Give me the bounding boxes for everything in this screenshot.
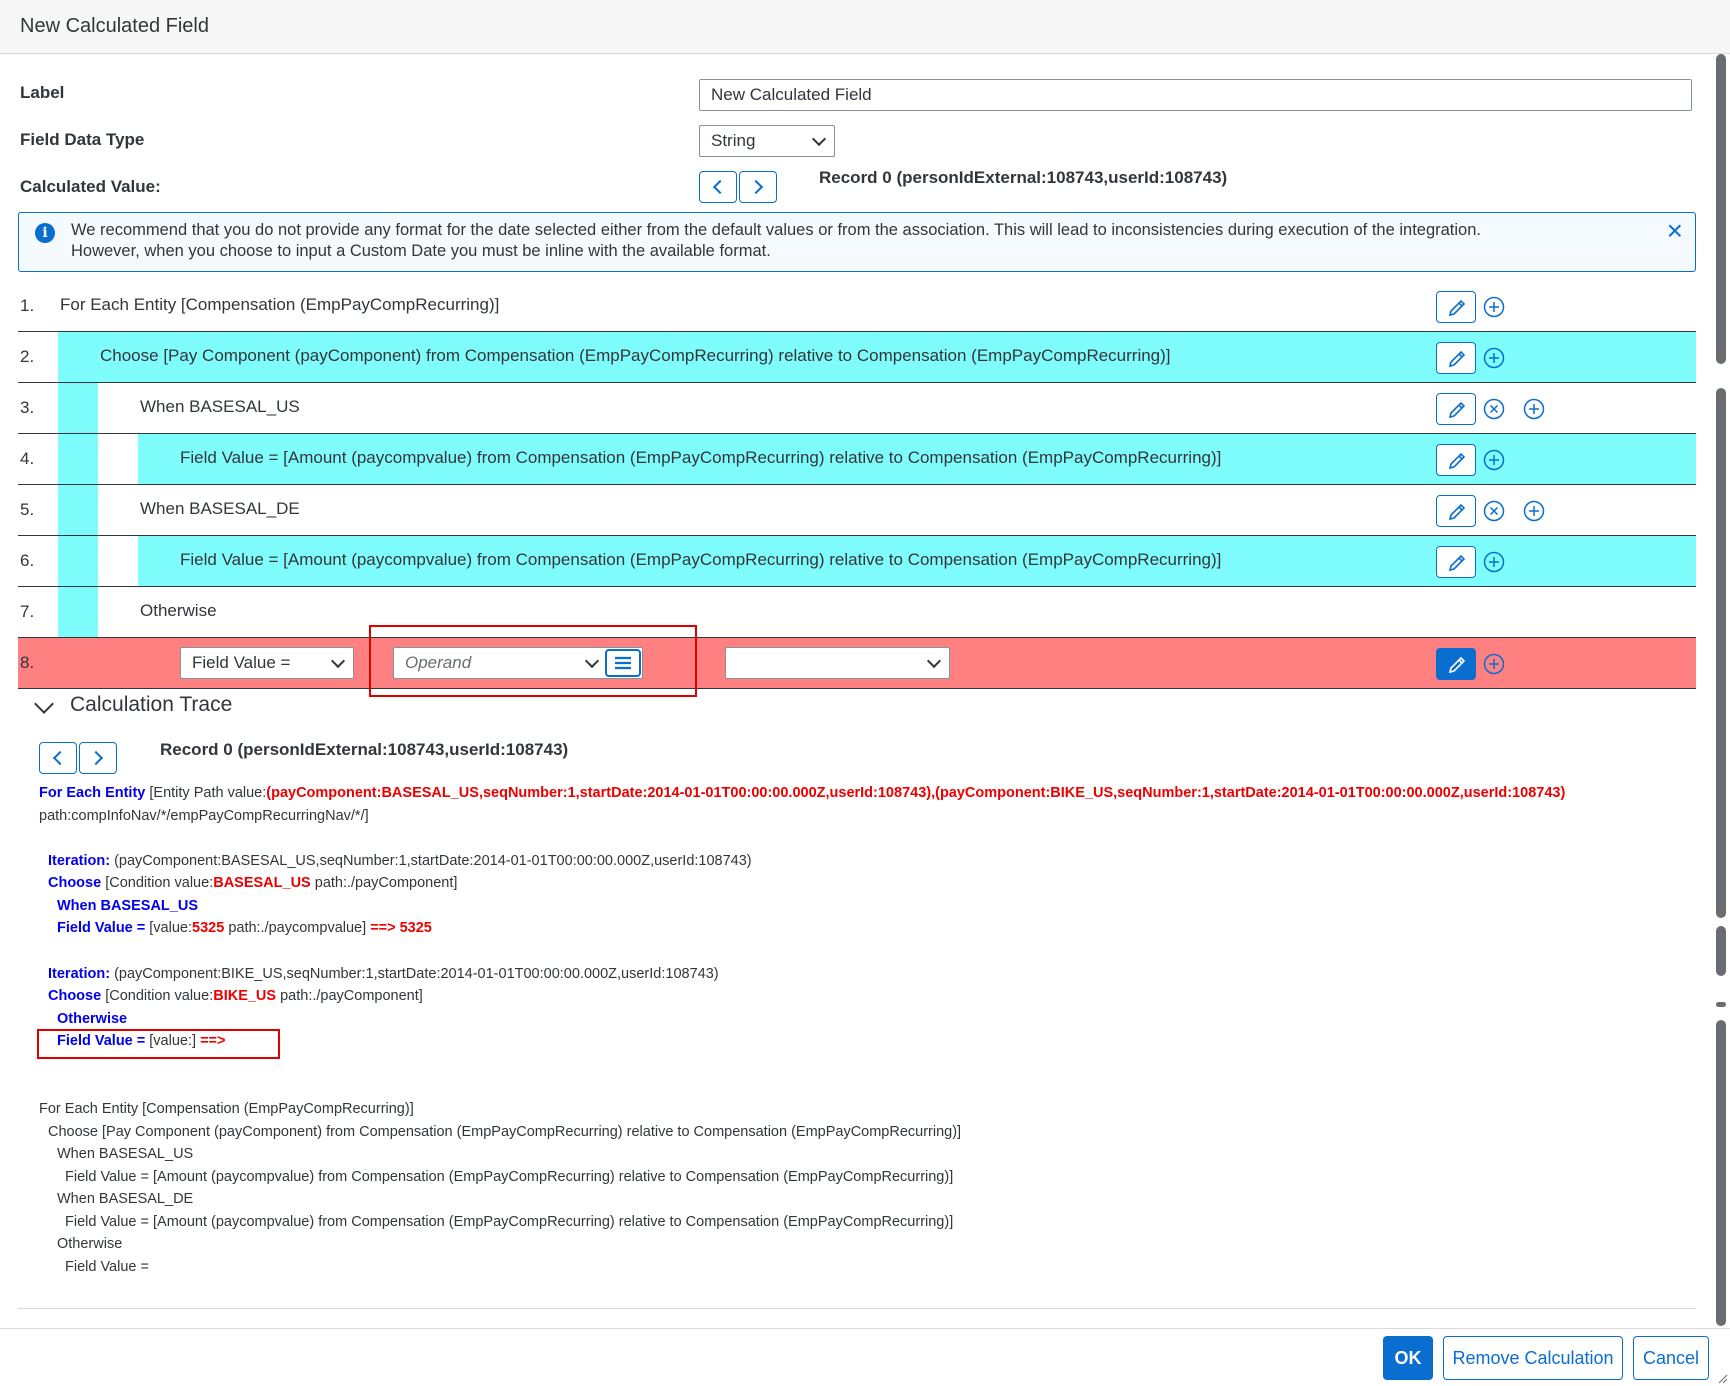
value-select[interactable] [725, 647, 950, 679]
data-type-label: Field Data Type [20, 130, 145, 149]
trace-summary-line: For Each Entity [Compensation (EmpPayCompRecurring)] [39, 1101, 414, 1117]
scrollbar-thumb[interactable] [1716, 54, 1726, 364]
trace-text: [Condition value: [105, 988, 214, 1004]
trace-text: path:./paycompvalue] [228, 920, 367, 936]
dialog-title: New Calculated Field [20, 15, 209, 37]
edit-button[interactable] [1436, 393, 1476, 425]
add-circle-icon[interactable] [1483, 653, 1505, 675]
pencil-icon [1447, 502, 1467, 522]
pencil-icon [1447, 298, 1467, 318]
calculated-value-label: Calculated Value: [20, 177, 161, 196]
row-number: 6. [20, 551, 35, 570]
trace-previous-record-button[interactable] [39, 742, 77, 774]
label-input-value: New Calculated Field [711, 85, 872, 104]
calc-row-7 [18, 587, 1696, 638]
row-text: Field Value = [Amount (paycompvalue) from Compensation (EmpPayCompRecurring) relative to Compensation (EmpPayCompRecurring)] [180, 550, 1222, 569]
data-type-value: String [711, 131, 756, 150]
edit-button[interactable] [1436, 495, 1476, 527]
ok-button[interactable]: OK [1383, 1336, 1433, 1380]
row-number: 2. [20, 347, 35, 366]
trace-text: path:./payComponent] [314, 875, 458, 891]
label-label: Label [20, 83, 65, 102]
scrollbar-thumb[interactable] [1716, 926, 1726, 976]
remove-circle-icon[interactable] [1483, 500, 1505, 522]
trace-field-value-line [57, 920, 432, 936]
row-number: 1. [20, 296, 35, 315]
row-text: Field Value = [Amount (paycompvalue) from Compensation (EmpPayCompRecurring) relative to Compensation (EmpPayCompRecurring)] [180, 448, 1222, 467]
trace-for-each-line [39, 785, 1565, 801]
trace-keyword: Field Value = [57, 920, 146, 936]
trace-text: path:./payComponent] [280, 988, 423, 1004]
remove-calculation-button[interactable]: Remove Calculation [1443, 1336, 1623, 1380]
trace-path-line [39, 808, 369, 824]
trace-keyword: Iteration: [48, 853, 111, 869]
row-number: 4. [20, 449, 35, 468]
calc-row-8 [18, 638, 1696, 689]
chevron-left-icon [53, 751, 67, 765]
trace-iteration-line [48, 966, 719, 982]
chevron-down-icon [812, 132, 826, 146]
trace-text: [value: [149, 920, 193, 936]
trace-keyword: For Each Entity [39, 785, 146, 801]
add-circle-icon[interactable] [1483, 449, 1505, 471]
trace-result: ==> 5325 [370, 920, 432, 936]
trace-summary-line: Field Value = [65, 1259, 149, 1275]
scrollbar-thumb[interactable] [1716, 1020, 1726, 1326]
remove-circle-icon[interactable] [1483, 398, 1505, 420]
indent-band [58, 587, 98, 637]
data-type-select[interactable] [699, 125, 835, 157]
cancel-button[interactable]: Cancel [1633, 1336, 1709, 1380]
trace-keyword: Choose [48, 875, 102, 891]
calc-row-2 [18, 332, 1696, 383]
trace-summary-line: Field Value = [Amount (paycompvalue) from Compensation (EmpPayCompRecurring) relative to Compensation (EmpPayCompRecurring)] [65, 1214, 954, 1230]
row-text: Otherwise [140, 601, 217, 620]
trace-text: path:compInfoNav/*/empPayCompRecurringNav/*/] [39, 808, 369, 824]
pencil-icon [1447, 553, 1467, 573]
edit-button[interactable] [1436, 342, 1476, 374]
chevron-right-icon [749, 180, 763, 194]
pencil-icon [1447, 400, 1467, 420]
trace-choose-line [48, 875, 457, 891]
add-circle-icon[interactable] [1483, 347, 1505, 369]
pencil-icon [1447, 451, 1467, 471]
trace-branch-line [57, 898, 198, 914]
trace-text: [Condition value: [105, 875, 214, 891]
trace-title: Calculation Trace [70, 693, 233, 716]
trace-branch-line [57, 1011, 127, 1027]
trace-text: (payComponent:BASESAL_US,seqNumber:1,startDate:2014-01-01T00:00:00.000Z,userId:108743) [114, 853, 752, 869]
chevron-left-icon [713, 180, 727, 194]
close-icon[interactable]: × [1666, 215, 1683, 246]
calc-row-1 [18, 281, 1696, 332]
trace-summary-line: When BASESAL_DE [57, 1191, 194, 1207]
edit-button-active[interactable] [1436, 648, 1476, 680]
row-text: When BASESAL_US [140, 397, 300, 416]
trace-summary-line: Otherwise [57, 1236, 123, 1252]
add-circle-icon[interactable] [1483, 296, 1505, 318]
add-circle-icon[interactable] [1523, 398, 1545, 420]
trace-text: (payComponent:BIKE_US,seqNumber:1,startDate:2014-01-01T00:00:00.000Z,userId:108743) [114, 966, 719, 982]
record-label: Record 0 (personIdExternal:108743,userId:108743) [819, 168, 1228, 187]
trace-next-record-button[interactable] [79, 742, 117, 774]
scrollbar-thumb[interactable] [1716, 1002, 1726, 1007]
field-value-highlight-frame [37, 1029, 280, 1059]
row-text: Choose [Pay Component (payComponent) from Compensation (EmpPayCompRecurring) relative to Compensation (EmpPayCompRecurring)] [100, 346, 1171, 365]
divider [18, 1308, 1696, 1309]
next-record-button[interactable] [739, 171, 777, 203]
label-input[interactable] [699, 79, 1692, 111]
scrollbar-thumb[interactable] [1716, 388, 1726, 918]
trace-value: BASESAL_US [213, 875, 311, 891]
operand-highlight-frame [369, 625, 697, 697]
pencil-icon [1447, 655, 1467, 675]
info-line-2: However, when you choose to input a Custom Date you must be inline with the available format. [71, 242, 771, 260]
trace-record-label: Record 0 (personIdExternal:108743,userId:108743) [160, 740, 569, 759]
edit-button[interactable] [1436, 546, 1476, 578]
indent-band [58, 536, 98, 586]
dialog-header [0, 0, 1730, 54]
previous-record-button[interactable] [699, 171, 737, 203]
trace-choose-line [48, 988, 423, 1004]
trace-value: (payComponent:BASESAL_US,seqNumber:1,startDate:2014-01-01T00:00:00.000Z,userId:108743),(payComponent:BIKE_US,seqNumber:1,startDate:2014-01-01T00:00:00.000Z,userId:108743) [266, 785, 1566, 801]
add-circle-icon[interactable] [1523, 500, 1545, 522]
row-number: 3. [20, 398, 35, 417]
chevron-right-icon [89, 751, 103, 765]
row-number: 7. [20, 602, 35, 621]
info-message-strip [18, 212, 1696, 272]
row-text: When BASESAL_DE [140, 499, 300, 518]
indent-band [58, 383, 98, 433]
indent-band [58, 434, 98, 484]
trace-summary-line: Choose [Pay Component (payComponent) from Compensation (EmpPayCompRecurring) relative to Compensation (EmpPayCompRecurring)] [48, 1124, 962, 1140]
edit-button[interactable] [1436, 291, 1476, 323]
trace-value: 5325 [192, 920, 225, 936]
calc-row-3 [18, 383, 1696, 434]
row-number: 8. [20, 653, 35, 672]
trace-result: ==> [200, 1033, 226, 1049]
calc-row-5 [18, 485, 1696, 536]
chevron-down-icon[interactable] [34, 694, 54, 714]
calc-row-6 [18, 536, 1696, 587]
trace-keyword: When BASESAL_US [57, 898, 198, 914]
trace-iteration-line [48, 853, 752, 869]
resize-handle-icon[interactable] [1716, 1372, 1728, 1384]
trace-keyword: Field Value = [57, 1033, 146, 1049]
pencil-icon [1447, 349, 1467, 369]
trace-keyword: Choose [48, 988, 102, 1004]
trace-summary-line: Field Value = [Amount (paycompvalue) from Compensation (EmpPayCompRecurring) relative to Compensation (EmpPayCompRecurring)] [65, 1169, 954, 1185]
edit-button[interactable] [1436, 444, 1476, 476]
info-icon: i [35, 223, 55, 243]
trace-text: [Entity Path value: [149, 785, 267, 801]
trace-summary-line: When BASESAL_US [57, 1146, 194, 1162]
field-value-select[interactable] [180, 647, 354, 679]
trace-text: [value:] [149, 1033, 197, 1049]
trace-keyword: Iteration: [48, 966, 111, 982]
chevron-down-icon [331, 654, 345, 668]
add-circle-icon[interactable] [1483, 551, 1505, 573]
row-text: For Each Entity [Compensation (EmpPayCompRecurring)] [60, 295, 500, 314]
operand-placeholder: Operand [405, 653, 472, 672]
calc-row-4 [18, 434, 1696, 485]
trace-value: BIKE_US [213, 988, 277, 1004]
trace-keyword: Otherwise [57, 1011, 128, 1027]
indent-band [58, 485, 98, 535]
chevron-down-icon [927, 654, 941, 668]
field-value-select-value: Field Value = [192, 653, 291, 672]
info-line-1: We recommend that you do not provide any format for the date selected either from the default values or from the association. This will lead to inconsistencies during execution of the integration. [71, 221, 1481, 239]
row-number: 5. [20, 500, 35, 519]
